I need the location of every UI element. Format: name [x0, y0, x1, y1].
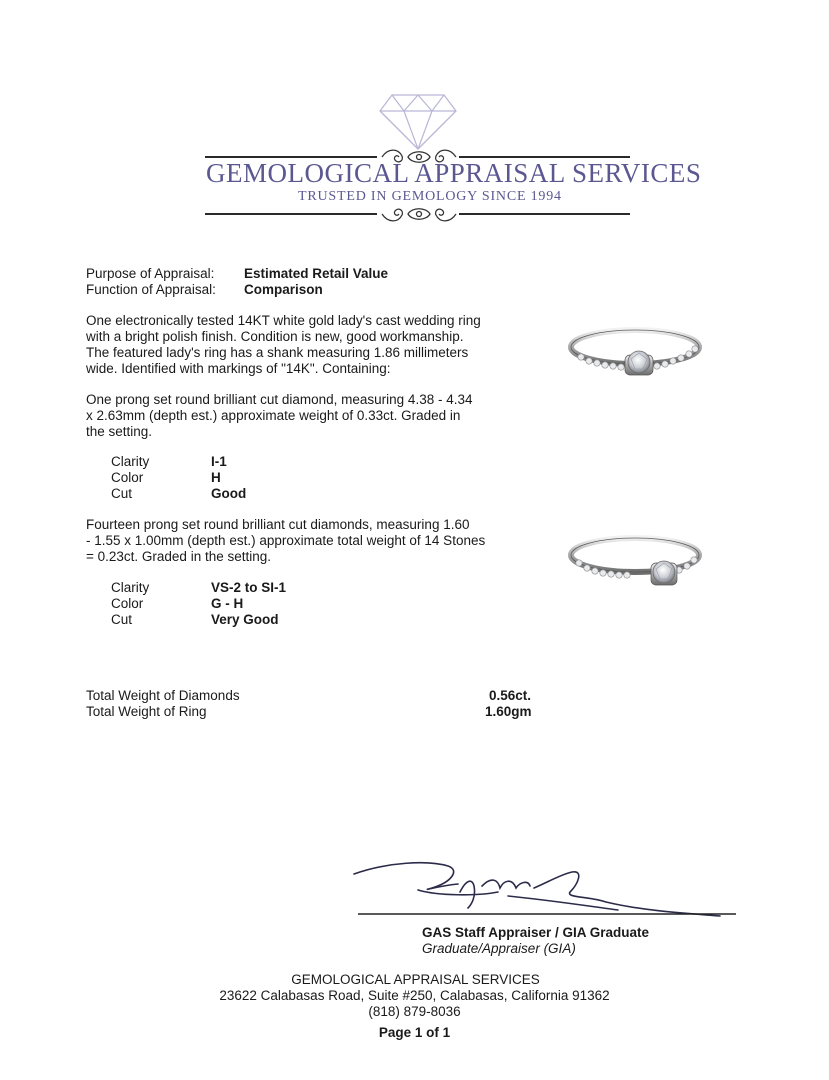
- grade-label-clarity: Clarity: [111, 454, 150, 469]
- side-stones-description: [86, 517, 485, 565]
- total-ring-label: Total Weight of Ring: [86, 704, 207, 719]
- grade-label-cut: Cut: [111, 486, 133, 501]
- function-value: Comparison: [244, 282, 323, 297]
- description-line: x 2.63mm (depth est.) approximate weight of 0.33ct. Graded in: [86, 408, 461, 423]
- grade-value-clarity: I-1: [211, 454, 227, 469]
- grade-value-cut: Very Good: [211, 612, 279, 627]
- description-line: with a bright polish finish. Condition is new, good workmanship.: [86, 329, 464, 344]
- function-label: Function of Appraisal:: [86, 282, 216, 297]
- description-line: - 1.55 x 1.00mm (depth est.) approximate total weight of 14 Stones: [86, 533, 486, 548]
- footer-company: GEMOLOGICAL APPRAISAL SERVICES: [291, 972, 540, 987]
- description-line: wide. Identified with markings of "14K". Containing:: [86, 361, 391, 376]
- signature: [348, 852, 740, 924]
- grade-value-color: H: [211, 470, 221, 485]
- description-line: One electronically tested 14KT white gold lady's cast wedding ring: [86, 313, 481, 328]
- total-diamonds-value: 0.56ct.: [489, 688, 532, 703]
- brand-name: GEMOLOGICAL APPRAISAL SERVICES: [206, 158, 702, 188]
- page-number: Page 1 of 1: [378, 1025, 451, 1040]
- purpose-label: Purpose of Appraisal:: [86, 266, 215, 281]
- description-line: The featured lady's ring has a shank measuring 1.86 millimeters: [86, 345, 469, 360]
- grade-label-cut: Cut: [111, 612, 133, 627]
- grade-label-color: Color: [111, 470, 144, 485]
- grade-label-clarity: Clarity: [111, 580, 150, 595]
- ring-photo: [565, 315, 705, 405]
- ring-photo: [565, 527, 705, 617]
- appraiser-subtitle: Graduate/Appraiser (GIA): [422, 941, 576, 956]
- description-line: One prong set round brilliant cut diamond, measuring 4.38 - 4.34: [86, 392, 473, 407]
- ornament-icon: [378, 203, 460, 225]
- footer-address: 23622 Calabasas Road, Suite #250, Calabasas, California 91362: [219, 988, 610, 1003]
- grade-value-color: G - H: [211, 596, 244, 611]
- description-line: the setting.: [86, 424, 153, 439]
- header-bottom-rule-right: [459, 213, 630, 215]
- total-ring-value: 1.60gm: [485, 704, 532, 719]
- footer-phone: (818) 879-8036: [368, 1004, 461, 1019]
- grade-label-color: Color: [111, 596, 144, 611]
- description-line: = 0.23ct. Graded in the setting.: [86, 549, 271, 564]
- appraiser-title: GAS Staff Appraiser / GIA Graduate: [422, 925, 650, 940]
- header-bottom-rule: [205, 213, 377, 215]
- diamond-icon: [378, 93, 458, 151]
- purpose-value: Estimated Retail Value: [244, 266, 389, 281]
- ring-description: [86, 313, 481, 377]
- grade-value-cut: Good: [211, 486, 247, 501]
- grade-value-clarity: VS-2 to SI-1: [211, 580, 287, 595]
- center-stone-description: [86, 392, 472, 440]
- description-line: Fourteen prong set round brilliant cut diamonds, measuring 1.60: [86, 517, 470, 532]
- total-diamonds-label: Total Weight of Diamonds: [86, 688, 240, 703]
- brand-tagline: TRUSTED IN GEMOLOGY SINCE 1994: [298, 189, 562, 204]
- footer: [0, 972, 829, 1041]
